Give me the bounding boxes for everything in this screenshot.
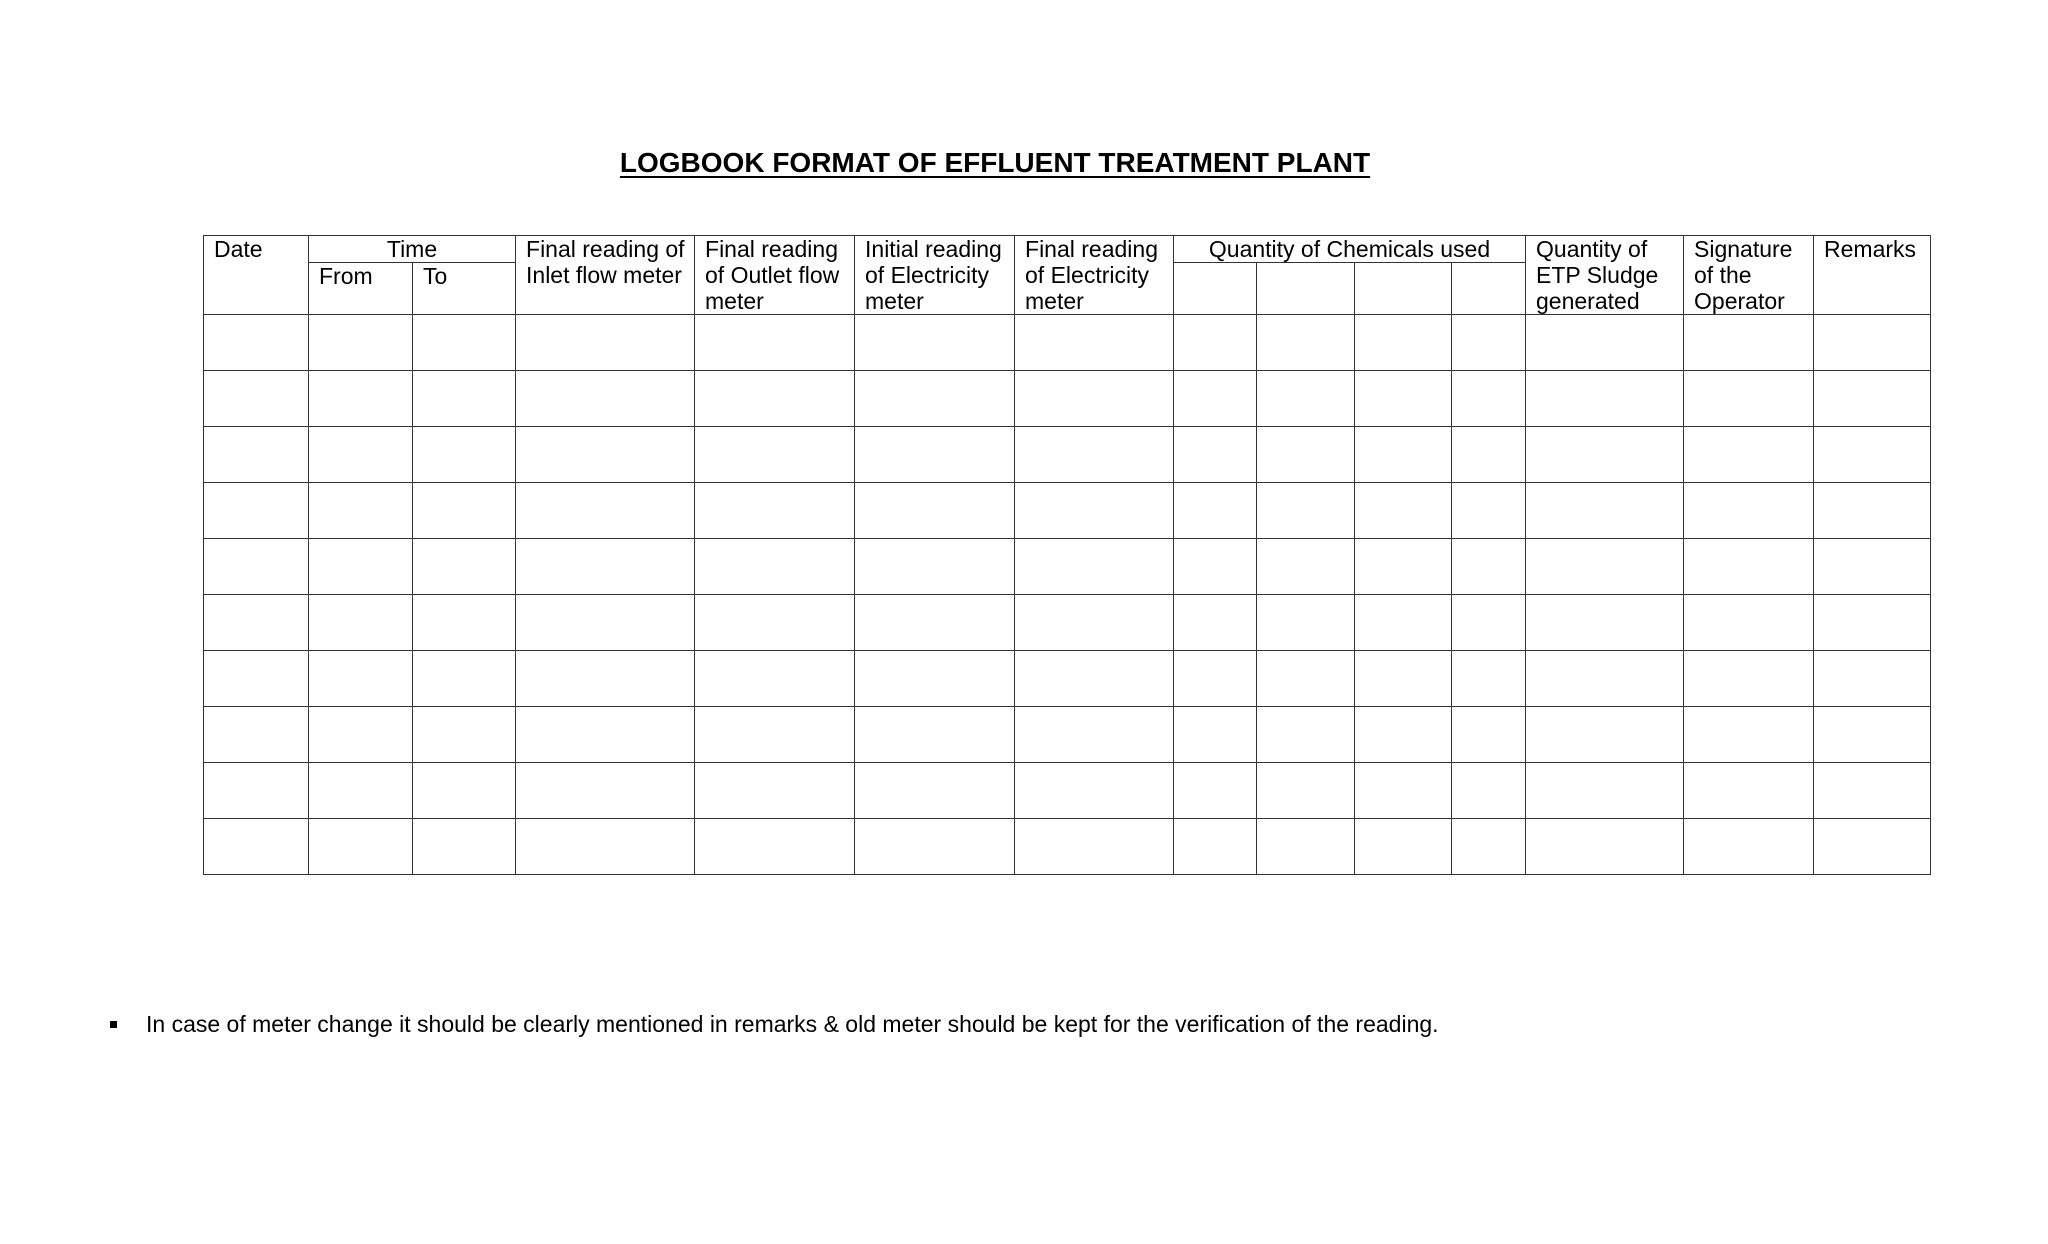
header-chemical-1 [1174, 263, 1257, 315]
table-cell[interactable] [204, 595, 309, 651]
bullet-icon [110, 1021, 117, 1028]
header-final-electricity-meter: Final reading of Electricity meter [1015, 236, 1174, 315]
table-cell[interactable] [1684, 315, 1814, 371]
table-cell[interactable] [1814, 483, 1931, 539]
header-operator-signature: Signature of the Operator [1684, 236, 1814, 315]
table-row [204, 371, 1931, 427]
table-cell[interactable] [695, 595, 855, 651]
table-cell[interactable] [1174, 539, 1257, 595]
table-cell[interactable] [1452, 483, 1526, 539]
table-cell[interactable] [1814, 651, 1931, 707]
table-cell[interactable] [1814, 595, 1931, 651]
table-cell[interactable] [413, 371, 516, 427]
table-cell[interactable] [1526, 763, 1684, 819]
table-cell[interactable] [695, 539, 855, 595]
table-cell[interactable] [695, 315, 855, 371]
page-title: LOGBOOK FORMAT OF EFFLUENT TREATMENT PLANT [619, 147, 1371, 178]
table-cell[interactable] [204, 763, 309, 819]
table-cell[interactable] [1174, 763, 1257, 819]
table-cell[interactable] [204, 427, 309, 483]
table-cell[interactable] [1355, 315, 1452, 371]
table-row [204, 595, 1931, 651]
table-cell[interactable] [1355, 763, 1452, 819]
table-cell[interactable] [855, 315, 1015, 371]
table-cell[interactable] [309, 707, 413, 763]
table-cell[interactable] [1452, 539, 1526, 595]
table-cell[interactable] [413, 539, 516, 595]
table-row [204, 651, 1931, 707]
table-cell[interactable] [1684, 371, 1814, 427]
table-cell[interactable] [1015, 483, 1174, 539]
table-cell[interactable] [1174, 707, 1257, 763]
table-cell[interactable] [1526, 819, 1684, 875]
table-cell[interactable] [413, 651, 516, 707]
table-cell[interactable] [1257, 651, 1355, 707]
table-cell[interactable] [695, 763, 855, 819]
table-cell[interactable] [309, 539, 413, 595]
table-cell[interactable] [1684, 539, 1814, 595]
table-cell[interactable] [1684, 651, 1814, 707]
table-cell[interactable] [1355, 651, 1452, 707]
table-cell[interactable] [855, 651, 1015, 707]
logbook-body [204, 315, 1931, 875]
table-cell[interactable] [516, 707, 695, 763]
table-cell[interactable] [1015, 707, 1174, 763]
table-cell[interactable] [516, 763, 695, 819]
table-cell[interactable] [1015, 763, 1174, 819]
header-time-from: From [309, 263, 413, 315]
table-cell[interactable] [1174, 315, 1257, 371]
table-cell[interactable] [413, 427, 516, 483]
table-cell[interactable] [1814, 315, 1931, 371]
table-cell[interactable] [1452, 763, 1526, 819]
header-date: Date [204, 236, 309, 315]
table-row [204, 315, 1931, 371]
header-row-1 [204, 236, 1931, 263]
table-cell[interactable] [1174, 595, 1257, 651]
table-cell[interactable] [1526, 651, 1684, 707]
table-cell[interactable] [855, 595, 1015, 651]
table-cell[interactable] [413, 707, 516, 763]
table-cell[interactable] [1174, 651, 1257, 707]
table-cell[interactable] [1684, 427, 1814, 483]
table-cell[interactable] [1526, 315, 1684, 371]
table-cell[interactable] [309, 315, 413, 371]
table-cell[interactable] [1452, 651, 1526, 707]
table-cell[interactable] [1814, 427, 1931, 483]
table-cell[interactable] [413, 595, 516, 651]
table-cell[interactable] [1452, 427, 1526, 483]
table-cell[interactable] [855, 539, 1015, 595]
table-cell[interactable] [855, 707, 1015, 763]
header-etp-sludge: Quantity of ETP Sludge generated [1526, 236, 1684, 315]
table-cell[interactable] [1355, 427, 1452, 483]
table-cell[interactable] [1814, 707, 1931, 763]
table-cell[interactable] [309, 595, 413, 651]
table-cell[interactable] [1174, 427, 1257, 483]
table-cell[interactable] [204, 651, 309, 707]
table-cell[interactable] [1015, 427, 1174, 483]
table-cell[interactable] [1684, 595, 1814, 651]
table-cell[interactable] [309, 819, 413, 875]
header-chemical-3 [1355, 263, 1452, 315]
table-cell[interactable] [1355, 819, 1452, 875]
header-outlet-flow-meter: Final reading of Outlet flow meter [695, 236, 855, 315]
table-cell[interactable] [1355, 371, 1452, 427]
header-time-to: To [413, 263, 516, 315]
table-cell[interactable] [204, 371, 309, 427]
table-cell[interactable] [1452, 819, 1526, 875]
table-cell[interactable] [1452, 315, 1526, 371]
table-cell[interactable] [1684, 707, 1814, 763]
table-cell[interactable] [1015, 539, 1174, 595]
footnote-text: In case of meter change it should be clearly mentioned in remarks & old meter should be kept for the verification of the reading. [146, 1011, 1439, 1037]
table-cell[interactable] [413, 763, 516, 819]
table-row [204, 539, 1931, 595]
table-cell[interactable] [516, 539, 695, 595]
table-cell[interactable] [1257, 371, 1355, 427]
table-cell[interactable] [1015, 371, 1174, 427]
table-cell[interactable] [1174, 371, 1257, 427]
header-inlet-flow-meter: Final reading of Inlet flow meter [516, 236, 695, 315]
table-cell[interactable] [1452, 371, 1526, 427]
table-cell[interactable] [516, 819, 695, 875]
table-cell[interactable] [204, 707, 309, 763]
header-remarks: Remarks [1814, 236, 1931, 315]
table-cell[interactable] [516, 315, 695, 371]
table-row [204, 483, 1931, 539]
table-cell[interactable] [1355, 595, 1452, 651]
table-cell[interactable] [695, 651, 855, 707]
table-cell[interactable] [1257, 315, 1355, 371]
header-initial-electricity-meter: Initial reading of Electricity meter [855, 236, 1015, 315]
table-cell[interactable] [1257, 763, 1355, 819]
table-cell[interactable] [855, 483, 1015, 539]
logbook-table [203, 235, 1931, 875]
table-cell[interactable] [516, 651, 695, 707]
table-cell[interactable] [1015, 315, 1174, 371]
table-cell[interactable] [855, 371, 1015, 427]
table-cell[interactable] [1355, 483, 1452, 539]
table-cell[interactable] [204, 483, 309, 539]
table-row [204, 427, 1931, 483]
table-cell[interactable] [516, 371, 695, 427]
table-cell[interactable] [1814, 539, 1931, 595]
table-cell[interactable] [1257, 427, 1355, 483]
table-cell[interactable] [1684, 819, 1814, 875]
table-cell[interactable] [695, 819, 855, 875]
table-cell[interactable] [413, 483, 516, 539]
table-cell[interactable] [204, 819, 309, 875]
table-cell[interactable] [855, 763, 1015, 819]
table-cell[interactable] [1015, 651, 1174, 707]
table-row [204, 763, 1931, 819]
table-cell[interactable] [1174, 483, 1257, 539]
table-cell[interactable] [855, 819, 1015, 875]
table-cell[interactable] [516, 483, 695, 539]
table-cell[interactable] [413, 819, 516, 875]
table-cell[interactable] [1526, 707, 1684, 763]
table-cell[interactable] [1526, 371, 1684, 427]
table-cell[interactable] [1257, 539, 1355, 595]
table-cell[interactable] [855, 427, 1015, 483]
header-chemical-4 [1452, 263, 1526, 315]
table-cell[interactable] [516, 427, 695, 483]
table-row [204, 707, 1931, 763]
table-cell[interactable] [1174, 819, 1257, 875]
table-cell[interactable] [413, 315, 516, 371]
table-cell[interactable] [204, 539, 309, 595]
table-cell[interactable] [1684, 763, 1814, 819]
table-cell[interactable] [695, 427, 855, 483]
table-cell[interactable] [309, 651, 413, 707]
table-cell[interactable] [309, 763, 413, 819]
table-cell[interactable] [695, 483, 855, 539]
table-cell[interactable] [1526, 539, 1684, 595]
table-cell[interactable] [516, 595, 695, 651]
table-cell[interactable] [1814, 371, 1931, 427]
table-cell[interactable] [695, 707, 855, 763]
table-cell[interactable] [1526, 595, 1684, 651]
table-cell[interactable] [1814, 763, 1931, 819]
table-cell[interactable] [309, 483, 413, 539]
table-cell[interactable] [1452, 595, 1526, 651]
footnote [110, 1010, 1439, 1038]
table-cell[interactable] [1257, 483, 1355, 539]
table-cell[interactable] [1355, 539, 1452, 595]
table-cell[interactable] [309, 427, 413, 483]
table-cell[interactable] [1526, 427, 1684, 483]
table-row [204, 819, 1931, 875]
table-cell[interactable] [1015, 819, 1174, 875]
table-cell[interactable] [1452, 707, 1526, 763]
table-cell[interactable] [1355, 707, 1452, 763]
table-cell[interactable] [695, 371, 855, 427]
table-cell[interactable] [309, 371, 413, 427]
table-cell[interactable] [1814, 819, 1931, 875]
header-chemicals-used: Quantity of Chemicals used [1174, 236, 1526, 263]
table-cell[interactable] [1257, 707, 1355, 763]
table-cell[interactable] [1257, 819, 1355, 875]
table-cell[interactable] [1257, 595, 1355, 651]
table-cell[interactable] [1684, 483, 1814, 539]
table-cell[interactable] [1526, 483, 1684, 539]
header-time: Time [309, 236, 516, 263]
table-cell[interactable] [204, 315, 309, 371]
header-chemical-2 [1257, 263, 1355, 315]
table-cell[interactable] [1015, 595, 1174, 651]
